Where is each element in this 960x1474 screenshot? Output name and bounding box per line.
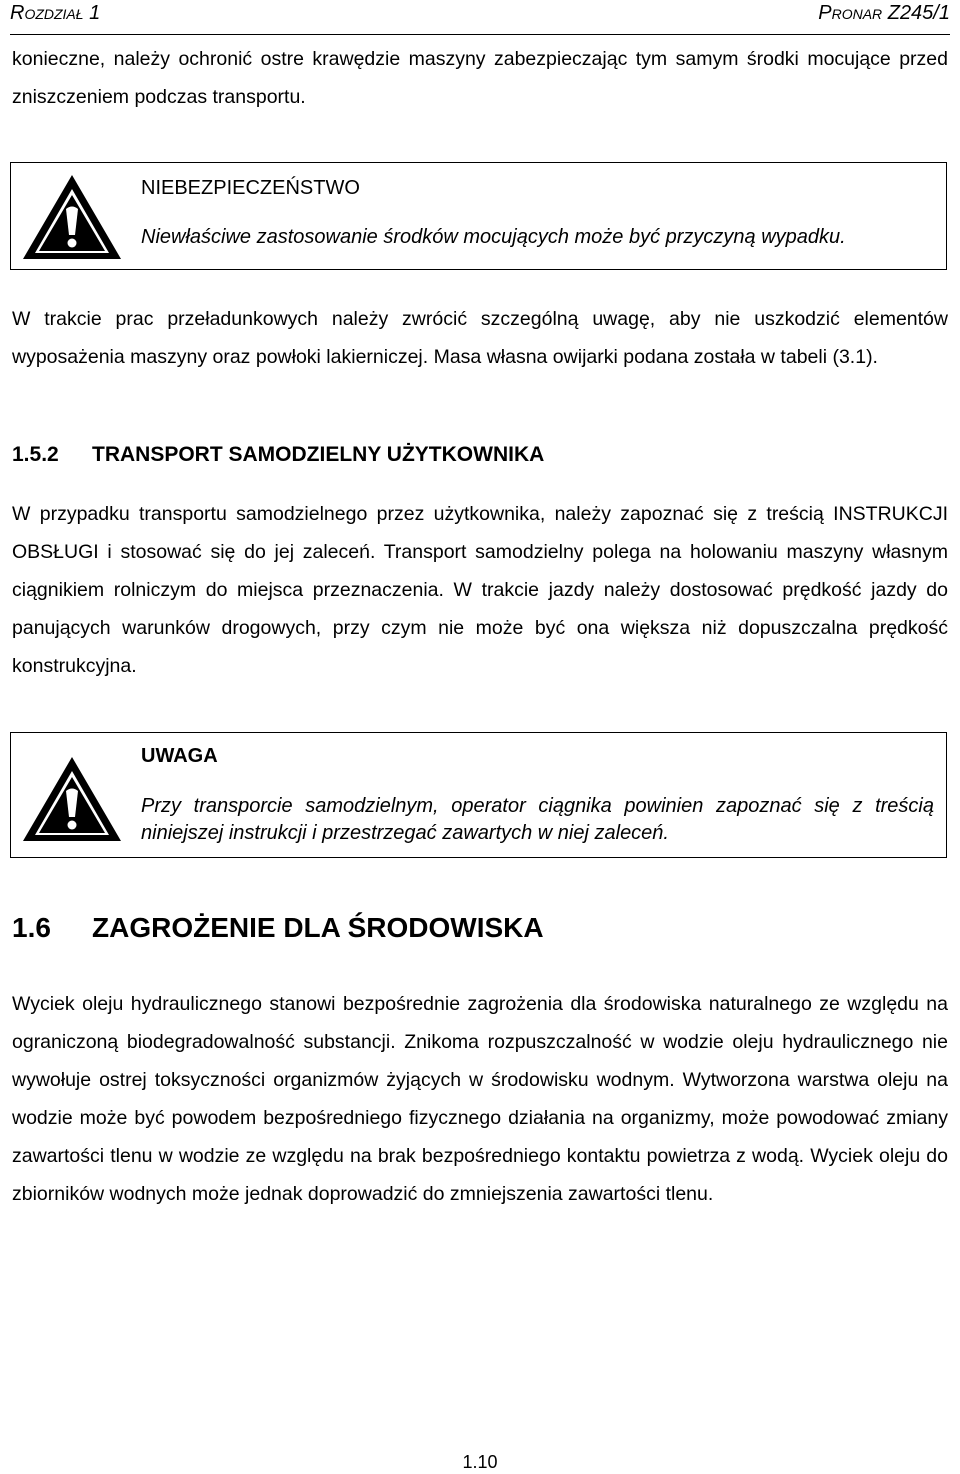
section-16-text: Wyciek oleju hydraulicznego stanowi bezpośrednie zagrożenia dla środowiska naturalnego ze względu na ograniczoną biodegradowalność substancji. Znikoma rozpuszczalność w wodzie oleju hydraulicznego nie wywołuje ostrej toksyczności organizmów żyjących w środowisku wodnym. Wytworzona warstwa oleju na wodzie może być powodem bezpośredniego fizycznego działania na organizmy, może powodować zmiany zawartości tlenu w wodzie ze względu na brak bezpośredniego kontaktu powietrza z wodą. Wyciek oleju do zbiorników wodnych może jednak doprowadzić do zmniejszenia zawartości tlenu. <box>12 993 948 1205</box>
intro-paragraph: konieczne, należy ochronić ostre krawędzie maszyny zabezpieczając tym samym środki mocujące przed zniszczeniem podczas transportu. <box>12 48 948 108</box>
product-label: Pronar Z245/1 <box>818 2 950 24</box>
section-152-heading <box>12 443 544 467</box>
section-16-title: ZAGROŻENIE DLA ŚRODOWISKA <box>92 912 544 943</box>
section-152-number: 1.5.2 <box>12 443 59 466</box>
section-16-number: 1.6 <box>12 912 51 943</box>
danger-text: Niewłaściwe zastosowanie środków mocujących może być przyczyną wypadku. <box>141 226 846 248</box>
warning-triangle-icon <box>21 755 123 843</box>
attention-text: Przy transporcie samodzielnym, operator ciągnika powinien zapoznać się z treścią niniejszej instrukcji i przestrzegać zawartych w niej zaleceń. <box>141 795 934 844</box>
section-152-text: W przypadku transportu samodzielnego przez użytkownika, należy zapoznać się z treścią INSTRUKCJI OBSŁUGI i stosować się do jej zaleceń. Transport samodzielny polega na holowaniu maszyny własnym ciągnikiem rolniczym do miejsca przeznaczenia. W trakcie jazdy należy dostosować prędkość jazdy do panujących warunków drogowych, przy czym nie może być ona większa niż dopuszczalna prędkość konstrukcyjna. <box>12 503 948 677</box>
attention-box <box>10 732 947 858</box>
danger-title: NIEBEZPIECZEŃSTWO <box>141 177 360 199</box>
section-16-heading <box>12 912 544 944</box>
reloading-paragraph: W trakcie prac przeładunkowych należy zwrócić szczególną uwagę, aby nie uszkodzić elementów wyposażenia maszyny oraz powłoki lakierniczej. Masa własna owijarki podana została w tabeli (3.1). <box>12 308 948 368</box>
warning-triangle-icon <box>21 173 123 261</box>
attention-title: UWAGA <box>141 745 218 767</box>
danger-box <box>10 162 947 270</box>
page-header <box>10 0 950 35</box>
chapter-label: Rozdział 1 <box>10 2 101 24</box>
section-152-title: TRANSPORT SAMODZIELNY UŻYTKOWNIKA <box>92 443 545 466</box>
page-number: 1.10 <box>462 1452 498 1472</box>
